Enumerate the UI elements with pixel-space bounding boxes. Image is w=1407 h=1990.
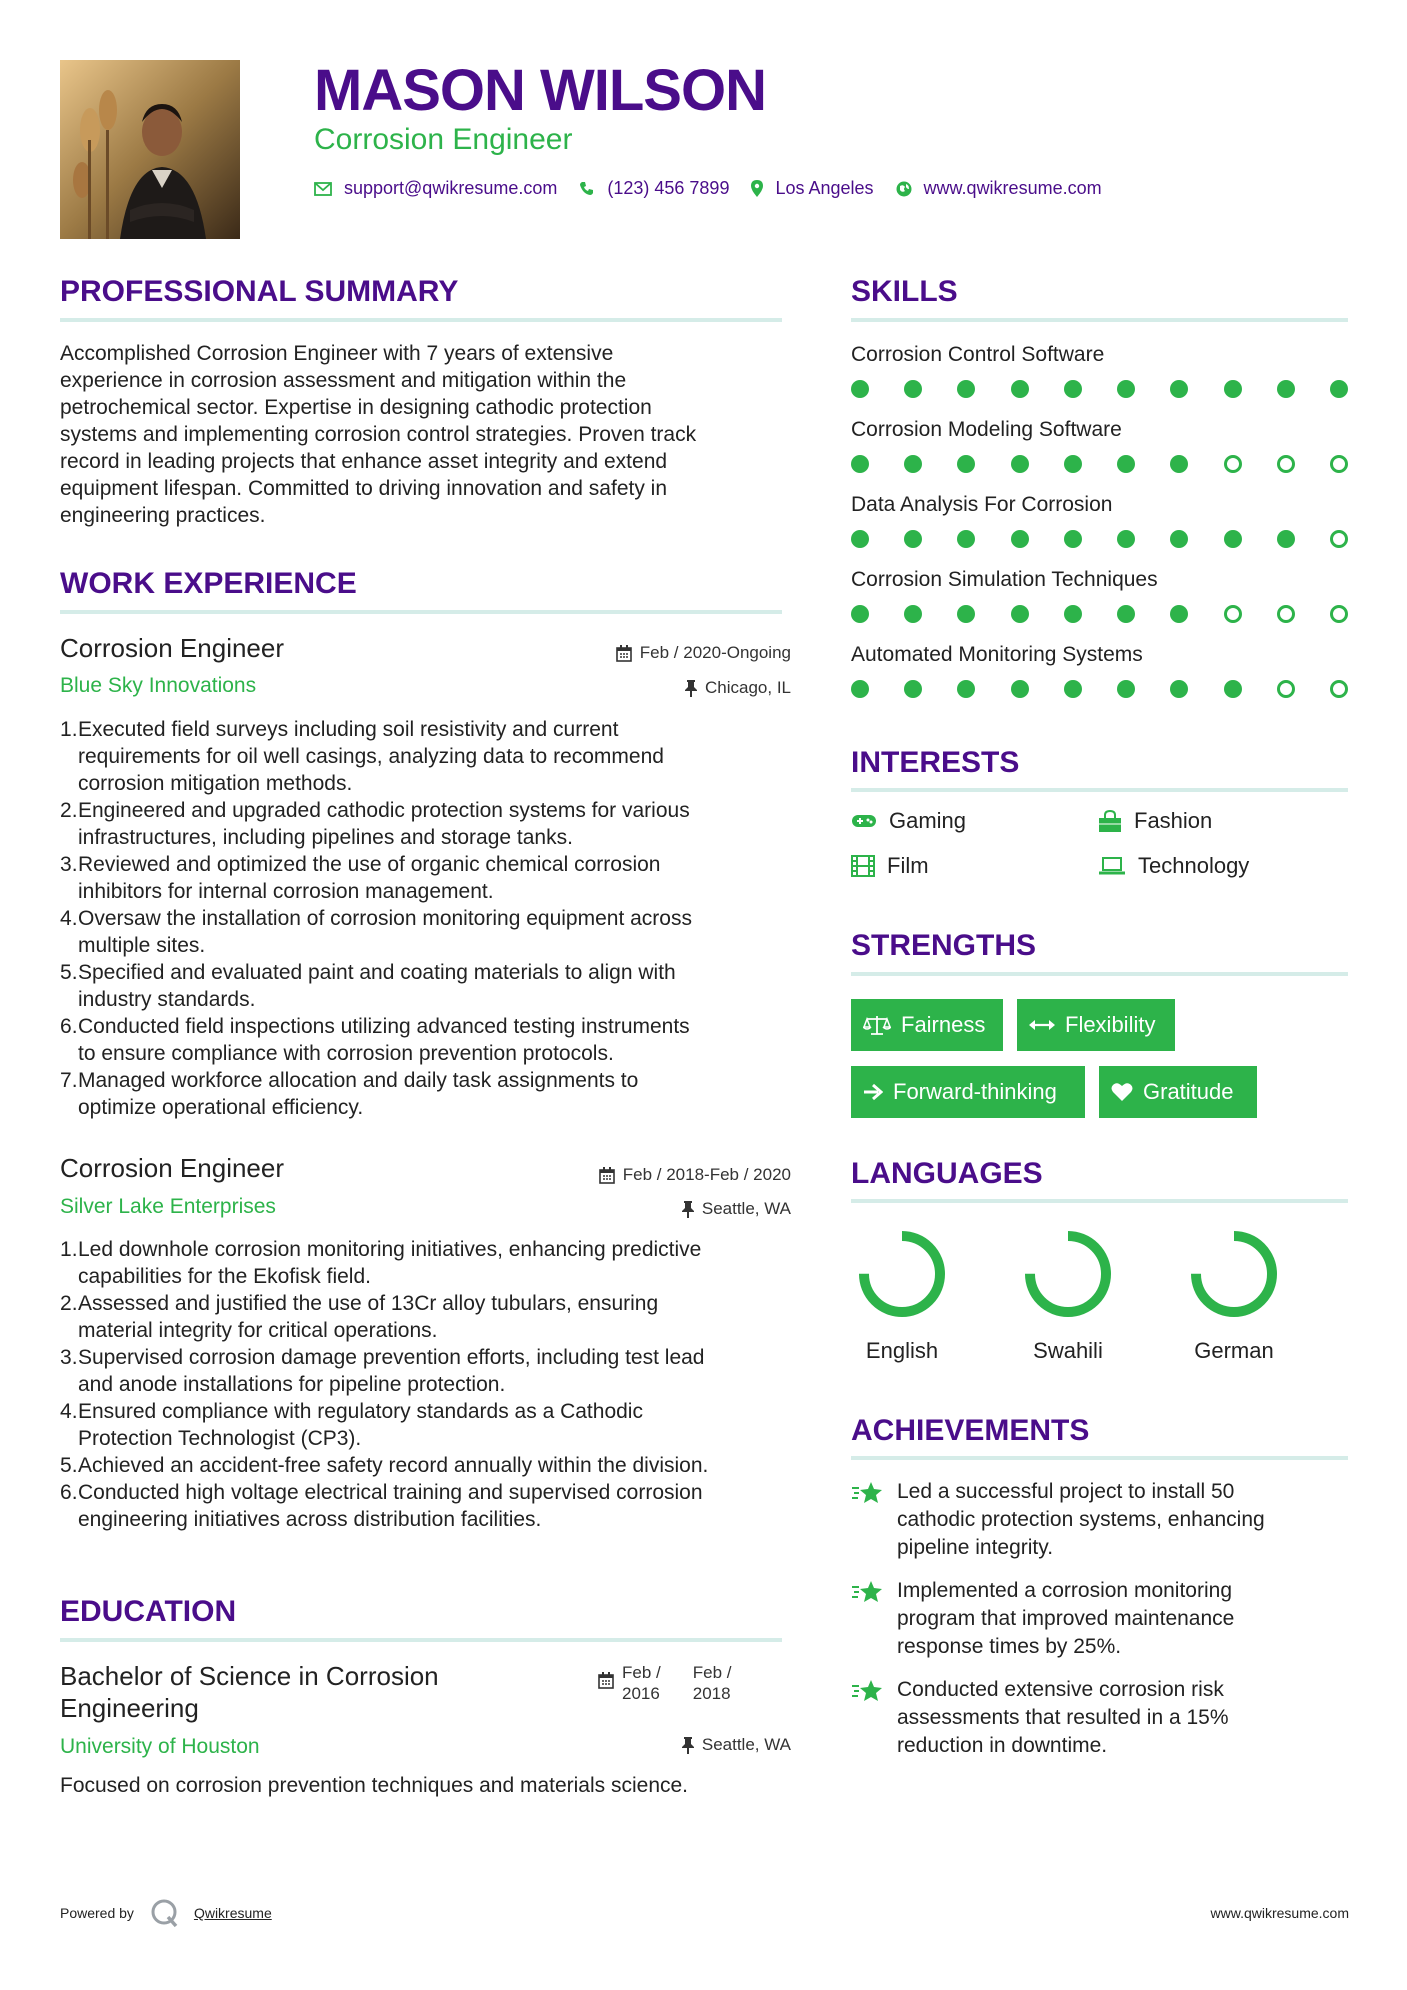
work-heading: WORK EXPERIENCE xyxy=(60,567,357,600)
education-end-a: Feb / xyxy=(692,1663,732,1682)
duty-item: Achieved an accident-free safety record annually within the division. xyxy=(78,1454,709,1477)
job-title: Corrosion Engineer xyxy=(60,1153,285,1183)
degree-title xyxy=(60,1660,439,1724)
education-start xyxy=(622,1662,661,1704)
job-location xyxy=(685,677,791,699)
skill-name: Corrosion Control Software xyxy=(851,343,1105,366)
rating-dot-filled xyxy=(904,455,922,473)
summary-heading: PROFESSIONAL SUMMARY xyxy=(60,275,459,308)
rating-dot-filled xyxy=(1170,680,1188,698)
pushpin-icon xyxy=(682,1737,694,1754)
rating-dot-filled xyxy=(851,380,869,398)
summary-rule xyxy=(60,318,782,322)
job-date-text: Feb / 2018-Feb / 2020 xyxy=(622,1165,791,1184)
skill-name: Automated Monitoring Systems xyxy=(851,643,1143,666)
arrow-right-icon xyxy=(863,1083,883,1101)
interest-fashion xyxy=(1098,808,1212,834)
contact-bar xyxy=(314,178,1124,199)
candidate-title: Corrosion Engineer xyxy=(314,123,573,156)
rating-dot-empty xyxy=(1224,455,1242,473)
strength-label: Fairness xyxy=(901,1012,986,1037)
strengths-rule xyxy=(851,972,1348,976)
language-ring xyxy=(1020,1226,1116,1322)
skill-rating xyxy=(851,605,1348,623)
star-achievement-icon xyxy=(851,1678,883,1706)
strength-label: Gratitude xyxy=(1143,1079,1234,1104)
rating-dot-filled xyxy=(1277,380,1295,398)
interest-film xyxy=(851,853,929,879)
achievement-text: Led a successful project to install 50 cathodic protection systems, enhancing pipeline integrity. xyxy=(897,1480,1265,1559)
rating-dot-filled xyxy=(1064,530,1082,548)
job-location xyxy=(682,1198,791,1220)
strength-fairness xyxy=(851,999,1003,1051)
summary-text xyxy=(60,340,790,529)
rating-dot-empty xyxy=(1277,455,1295,473)
summary-line: record in leading projects that enhance asset integrity and extend xyxy=(60,450,668,473)
qwikresume-logo-icon xyxy=(150,1898,180,1928)
rating-dot-filled xyxy=(851,605,869,623)
rating-dot-filled xyxy=(1170,530,1188,548)
rating-dot-empty xyxy=(1224,605,1242,623)
rating-dot-empty xyxy=(1330,455,1348,473)
skill-rating xyxy=(851,455,1348,473)
duty-item: Ensured compliance with regulatory standards as a Cathodic Protection Technologist (CP3). xyxy=(78,1400,643,1450)
rating-dot-filled xyxy=(1170,380,1188,398)
summary-line: Accomplished Corrosion Engineer with 7 years of extensive xyxy=(60,342,614,365)
phone-text: (123) 456 7899 xyxy=(607,178,730,198)
skill-name: Data Analysis For Corrosion xyxy=(851,493,1113,516)
rating-dot-filled xyxy=(957,605,975,623)
duty-item: Engineered and upgraded cathodic protection systems for various infrastructures, including pipelines and storage tanks. xyxy=(78,799,690,849)
rating-dot-filled xyxy=(1277,530,1295,548)
candidate-name: MASON WILSON xyxy=(314,58,766,123)
rating-dot-filled xyxy=(1117,680,1135,698)
strength-label: Flexibility xyxy=(1065,1012,1156,1037)
degree-line: Bachelor of Science in Corrosion xyxy=(60,1661,439,1691)
summary-line: experience in corrosion assessment and mitigation within the xyxy=(60,369,627,392)
language-label: German xyxy=(1194,1338,1274,1363)
duty-item: Supervised corrosion damage prevention efforts, including test lead and anode installations for pipeline protection. xyxy=(78,1346,705,1396)
rating-dot-filled xyxy=(904,380,922,398)
rating-dot-filled xyxy=(1064,680,1082,698)
school-name: University of Houston xyxy=(60,1735,260,1758)
rating-dot-filled xyxy=(1011,380,1029,398)
interests-heading: INTERESTS xyxy=(851,746,1020,779)
rating-dot-filled xyxy=(1011,530,1029,548)
rating-dot-filled xyxy=(1064,455,1082,473)
envelope-icon xyxy=(314,182,332,196)
strength-forward-thinking xyxy=(851,1066,1085,1118)
laptop-icon xyxy=(1098,856,1126,876)
profile-photo xyxy=(60,60,240,239)
education-location-text: Seattle, WA xyxy=(701,1735,791,1754)
rating-dot-filled xyxy=(957,455,975,473)
achievement-text: Implemented a corrosion monitoring program that improved maintenance response times by 25%. xyxy=(897,1579,1235,1658)
calendar-icon xyxy=(598,1672,614,1689)
education-rule xyxy=(60,1638,782,1642)
language-ring-arc xyxy=(864,1236,940,1312)
job-location-text: Chicago, IL xyxy=(705,678,791,697)
rating-dot-filled xyxy=(1170,605,1188,623)
language-ring xyxy=(1186,1226,1282,1322)
contact-location xyxy=(751,178,873,199)
rating-dot-filled xyxy=(957,380,975,398)
contact-phone[interactable] xyxy=(579,178,729,199)
interest-technology xyxy=(1098,853,1249,879)
rating-dot-filled xyxy=(1117,605,1135,623)
achievement-item xyxy=(851,1676,1351,1760)
job-date xyxy=(616,642,791,664)
job-duties-list xyxy=(60,1236,818,1533)
rating-dot-filled xyxy=(1117,380,1135,398)
language-item xyxy=(1164,1226,1304,1364)
rating-dot-empty xyxy=(1277,605,1295,623)
rating-dot-filled xyxy=(904,530,922,548)
rating-dot-filled xyxy=(904,605,922,623)
footer-powered-by xyxy=(60,1898,272,1928)
summary-line: petrochemical sector. Expertise in designing cathodic protection xyxy=(60,396,652,419)
degree-line: Engineering xyxy=(60,1693,199,1723)
star-achievement-icon xyxy=(851,1579,883,1607)
summary-line: systems and implementing corrosion control strategies. Proven track xyxy=(60,423,697,446)
calendar-icon xyxy=(599,1167,615,1184)
interest-label: Technology xyxy=(1138,853,1250,878)
language-ring-arc xyxy=(1030,1236,1106,1312)
strength-gratitude xyxy=(1099,1066,1257,1118)
rating-dot-filled xyxy=(1011,605,1029,623)
education-location xyxy=(682,1734,791,1756)
skill-rating xyxy=(851,530,1348,548)
rating-dot-empty xyxy=(1277,680,1295,698)
interest-label: Gaming xyxy=(889,808,967,833)
job-location-text: Seattle, WA xyxy=(701,1199,791,1218)
interests-rule xyxy=(851,788,1348,792)
language-ring-arc xyxy=(1196,1236,1272,1312)
calendar-icon xyxy=(616,645,632,662)
globe-icon xyxy=(896,181,912,197)
duty-item: Reviewed and optimized the use of organic chemical corrosion inhibitors for internal corrosion management. xyxy=(78,853,661,903)
languages-rule xyxy=(851,1199,1348,1203)
map-marker-icon xyxy=(751,180,763,197)
rating-dot-filled xyxy=(1064,605,1082,623)
skill-name: Corrosion Modeling Software xyxy=(851,418,1122,441)
pushpin-icon xyxy=(682,1201,694,1218)
powered-by-text: Powered by xyxy=(60,1905,134,1921)
rating-dot-filled xyxy=(851,530,869,548)
education-start-a: Feb / xyxy=(622,1663,661,1682)
interest-label: Fashion xyxy=(1134,808,1213,833)
duty-item: Managed workforce allocation and daily task assignments to optimize operational efficiency. xyxy=(78,1069,639,1119)
rating-dot-filled xyxy=(1224,530,1242,548)
job-duties-list xyxy=(60,716,808,1121)
duty-item: Conducted field inspections utilizing advanced testing instruments to ensure compliance with corrosion prevention protocols. xyxy=(78,1015,690,1065)
rating-dot-filled xyxy=(1011,455,1029,473)
achievement-item xyxy=(851,1577,1351,1661)
achievement-text: Conducted extensive corrosion risk assessments that resulted in a 15% reduction in downtime. xyxy=(897,1678,1229,1757)
duty-item: Conducted high voltage electrical training and supervised corrosion engineering initiatives across distribution facilities. xyxy=(78,1481,703,1531)
job-title: Corrosion Engineer xyxy=(60,633,285,663)
phone-icon xyxy=(579,181,595,197)
achievements-rule xyxy=(851,1456,1348,1460)
job-date xyxy=(599,1164,791,1186)
job-company: Blue Sky Innovations xyxy=(60,674,257,697)
education-end xyxy=(693,1662,732,1704)
education-heading: EDUCATION xyxy=(60,1595,237,1628)
education-description: Focused on corrosion prevention techniques and materials science. xyxy=(60,1774,689,1797)
interest-gaming xyxy=(851,808,966,834)
skills-rule xyxy=(851,318,1348,322)
rating-dot-filled xyxy=(1064,380,1082,398)
education-dates xyxy=(598,1662,732,1704)
heart-icon xyxy=(1111,1082,1133,1102)
film-icon xyxy=(851,855,875,877)
job-company: Silver Lake Enterprises xyxy=(60,1195,276,1218)
rating-dot-filled xyxy=(1011,680,1029,698)
skill-rating xyxy=(851,380,1348,398)
rating-dot-filled xyxy=(1330,380,1348,398)
strength-label: Forward-thinking xyxy=(893,1079,1057,1104)
rating-dot-filled xyxy=(1224,380,1242,398)
location-text: Los Angeles xyxy=(775,178,874,198)
summary-line: engineering practices. xyxy=(60,504,266,527)
achievement-item xyxy=(851,1478,1351,1562)
skill-name: Corrosion Simulation Techniques xyxy=(851,568,1158,591)
pushpin-icon xyxy=(685,680,697,697)
interest-label: Film xyxy=(887,853,929,878)
skills-heading: SKILLS xyxy=(851,275,958,308)
work-rule xyxy=(60,610,782,614)
job-date-text: Feb / 2020-Ongoing xyxy=(639,643,791,662)
rating-dot-filled xyxy=(1117,455,1135,473)
brand-link[interactable]: Qwikresume xyxy=(193,1905,272,1921)
email-text: support@qwikresume.com xyxy=(344,178,558,198)
rating-dot-filled xyxy=(957,530,975,548)
rating-dot-empty xyxy=(1330,605,1348,623)
rating-dot-filled xyxy=(1224,680,1242,698)
rating-dot-empty xyxy=(1330,530,1348,548)
duty-item: Oversaw the installation of corrosion monitoring equipment across multiple sites. xyxy=(78,907,692,957)
language-item xyxy=(998,1226,1138,1364)
language-item xyxy=(832,1226,972,1364)
language-label: English xyxy=(865,1338,939,1363)
rating-dot-empty xyxy=(1330,680,1348,698)
contact-website[interactable] xyxy=(896,178,1102,199)
star-achievement-icon xyxy=(851,1480,883,1508)
gamepad-icon xyxy=(851,813,877,829)
education-start-b: 2016 xyxy=(622,1684,660,1703)
duty-item: Assessed and justified the use of 13Cr alloy tubulars, ensuring material integrity for critical operations. xyxy=(78,1292,659,1342)
duty-item: Specified and evaluated paint and coating materials to align with industry standards. xyxy=(78,961,676,1011)
duty-item: Executed field surveys including soil resistivity and current requirements for oil well casings, analyzing data to recommend corrosion mitigation methods. xyxy=(78,718,664,795)
rating-dot-filled xyxy=(1117,530,1135,548)
language-label: Swahili xyxy=(1033,1338,1103,1363)
rating-dot-filled xyxy=(957,680,975,698)
achievements-heading: ACHIEVEMENTS xyxy=(851,1414,1090,1447)
contact-email[interactable] xyxy=(314,178,557,199)
language-ring xyxy=(854,1226,950,1322)
duty-item: Led downhole corrosion monitoring initiatives, enhancing predictive capabilities for the Ekofisk field. xyxy=(78,1238,702,1288)
footer-url[interactable]: www.qwikresume.com xyxy=(1210,1905,1349,1921)
strengths-heading: STRENGTHS xyxy=(851,929,1037,962)
rating-dot-filled xyxy=(1170,455,1188,473)
rating-dot-filled xyxy=(904,680,922,698)
rating-dot-filled xyxy=(851,455,869,473)
balance-scale-icon xyxy=(863,1014,891,1036)
skill-rating xyxy=(851,680,1348,698)
shopping-bag-icon xyxy=(1098,810,1122,832)
rating-dot-filled xyxy=(851,680,869,698)
languages-heading: LANGUAGES xyxy=(851,1157,1043,1190)
website-text: www.qwikresume.com xyxy=(923,178,1102,198)
education-end-b: 2018 xyxy=(692,1684,731,1703)
arrows-horizontal-icon xyxy=(1029,1018,1055,1032)
strength-flexibility xyxy=(1017,999,1175,1051)
summary-line: equipment lifespan. Committed to driving innovation and safety in xyxy=(60,477,668,500)
